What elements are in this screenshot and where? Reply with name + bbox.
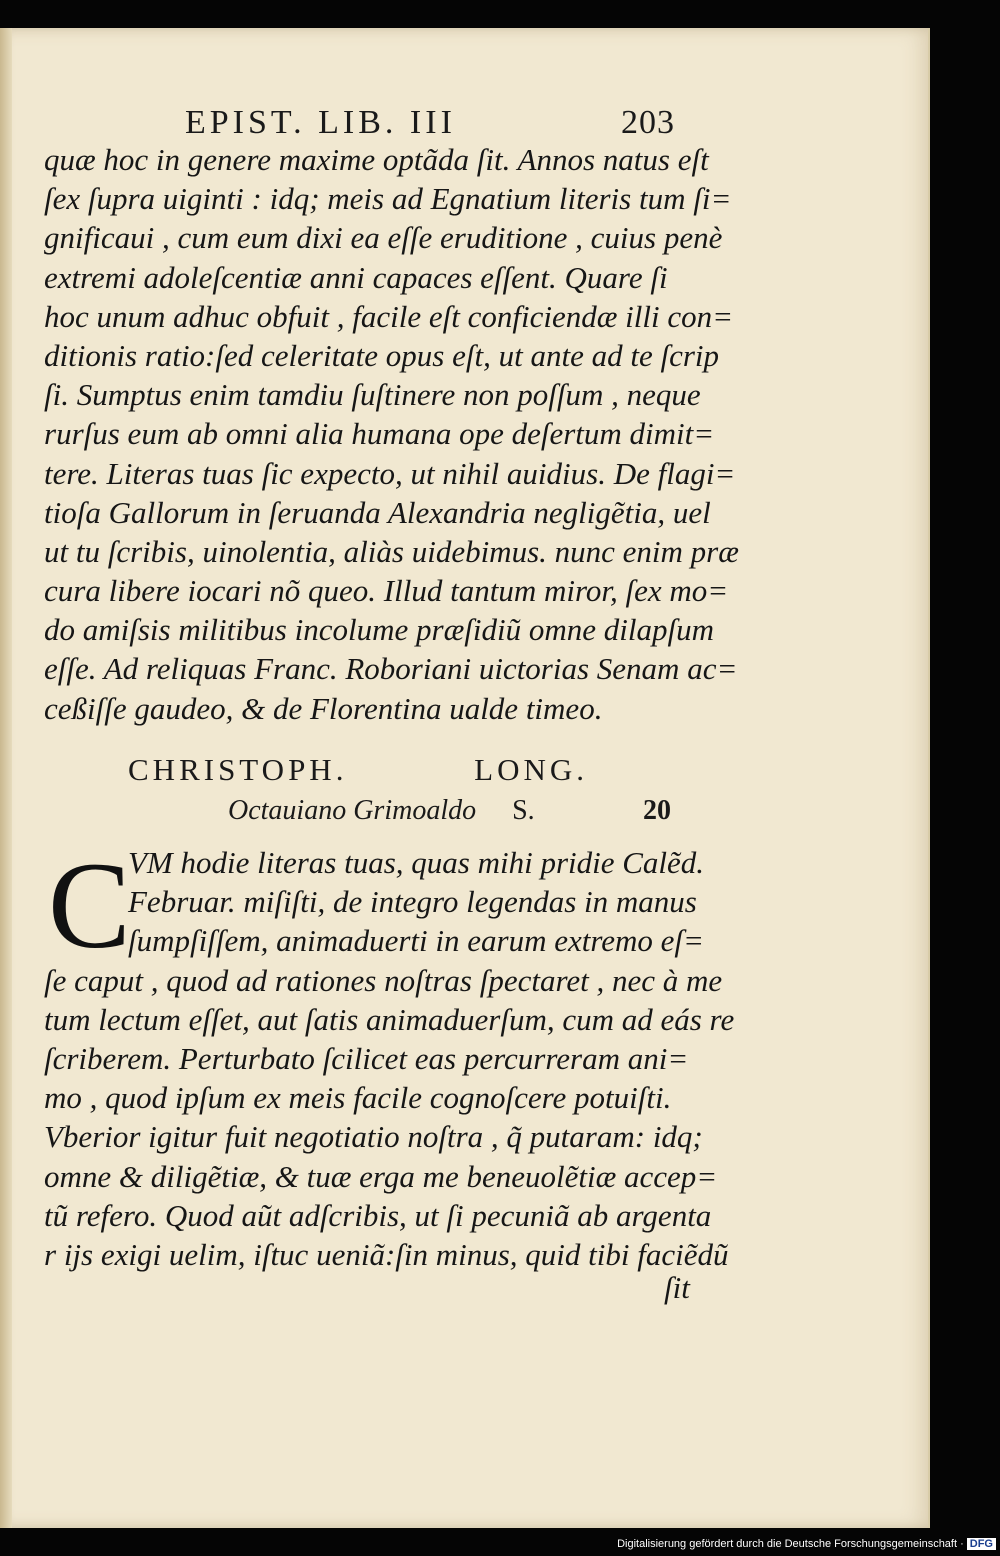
dfg-logo: DFG — [967, 1538, 996, 1550]
letter-body — [44, 837, 735, 1274]
running-title: EPIST. LIB. III — [185, 104, 456, 141]
letter-author: CHRISTOPH. — [128, 752, 348, 787]
paragraph-continued — [44, 140, 739, 728]
text-line: tere. Literas tuas ſic expecto, ut nihil auidius. De flagi= — [44, 455, 736, 491]
text-line: ut tu ſcribis, uinolentia, aliàs uidebimus. nunc enim præ — [44, 533, 739, 569]
catchword: ſit — [664, 1270, 690, 1305]
letter-number: 20 — [643, 795, 671, 826]
page-number: 203 — [621, 104, 675, 141]
text-line: hoc unum adhuc obfuit , facile eſt conficiendæ illi con= — [44, 298, 734, 334]
letter-salutation: S. — [512, 795, 535, 826]
text-line: ſe caput , quod ad rationes noſtras ſpectaret , nec à me — [44, 962, 723, 998]
text-line: Vberior igitur fuit negotiatio noſtra , q̃ putaram: idq; — [44, 1119, 703, 1155]
letter-author-surname: LONG. — [474, 752, 588, 787]
text-line: do amiſsis militibus incolume præſidiũ omne dilapſum — [44, 612, 714, 648]
text-line: tũ refero. Quod aũt adſcribis, ut ſi pecuniã ab argenta — [44, 1197, 712, 1233]
text-line: gnificaui , cum eum dixi ea eſſe eruditione , cuius penè — [44, 220, 723, 256]
text-line: ſcriberem. Perturbato ſcilicet eas percurreram ani= — [44, 1040, 689, 1076]
text-line: ditionis ratio:ſed celeritate opus eſt, ut ante ad te ſcrip — [44, 337, 720, 373]
page-gutter — [0, 28, 12, 1528]
text-line: quæ hoc in genere maxime optãda ſit. Annos natus eſt — [44, 142, 709, 177]
text-line: tum lectum eſſet, aut ſatis animaduerſum, cum ad eás re — [44, 1001, 735, 1037]
text-line: cura libere iocari nõ queo. Illud tantum miror, ſex mo= — [44, 573, 729, 609]
text-line: extremi adoleſcentiæ anni capaces eſſent. Quare ſi — [44, 259, 668, 295]
text-line: eſſe. Ad reliquas Franc. Roboriani uictorias Senam ac= — [44, 651, 738, 687]
text-line: tioſa Gallorum in ſeruanda Alexandria negligẽtia, uel — [44, 494, 711, 530]
text-line: omne & diligẽtiæ, & tuæ erga me beneuolẽtiæ accep= — [44, 1158, 718, 1194]
text-line: Februar. miſiſti, de integro legendas in manus — [128, 884, 697, 920]
text-line: mo , quod ipſum ex meis facile cognoſcere potuiſti. — [44, 1080, 672, 1116]
text-line: ſumpſiſſem, animaduerti in earum extremo eſ= — [128, 923, 704, 959]
drop-capital: C — [48, 837, 131, 974]
text-line: r ijs exigi uelim, iſtuc ueniã:ſin minus, quid tibi faciẽdũ — [44, 1236, 729, 1272]
letter-address — [228, 795, 535, 827]
text-line: ſi. Sumptus enim tamdiu ſuſtinere non poſſum , neque — [44, 377, 701, 413]
text-line: ſex ſupra uiginti : idq; meis ad Egnatium literis tum ſi= — [44, 181, 732, 217]
letter-recipient: Octauiano Grimoaldo — [228, 795, 477, 826]
text-line: VM hodie literas tuas, quas mihi pridie Calẽd. — [128, 845, 705, 880]
credit-text: Digitalisierung gefördert durch die Deutsche Forschungsgemeinschaft · — [617, 1538, 964, 1550]
text-line: ceßiſſe gaudeo, & de Florentina ualde timeo. — [44, 690, 603, 726]
text-line: rurſus eum ab omni alia humana ope deſertum dimit= — [44, 416, 715, 452]
digitization-credit — [617, 1538, 996, 1550]
